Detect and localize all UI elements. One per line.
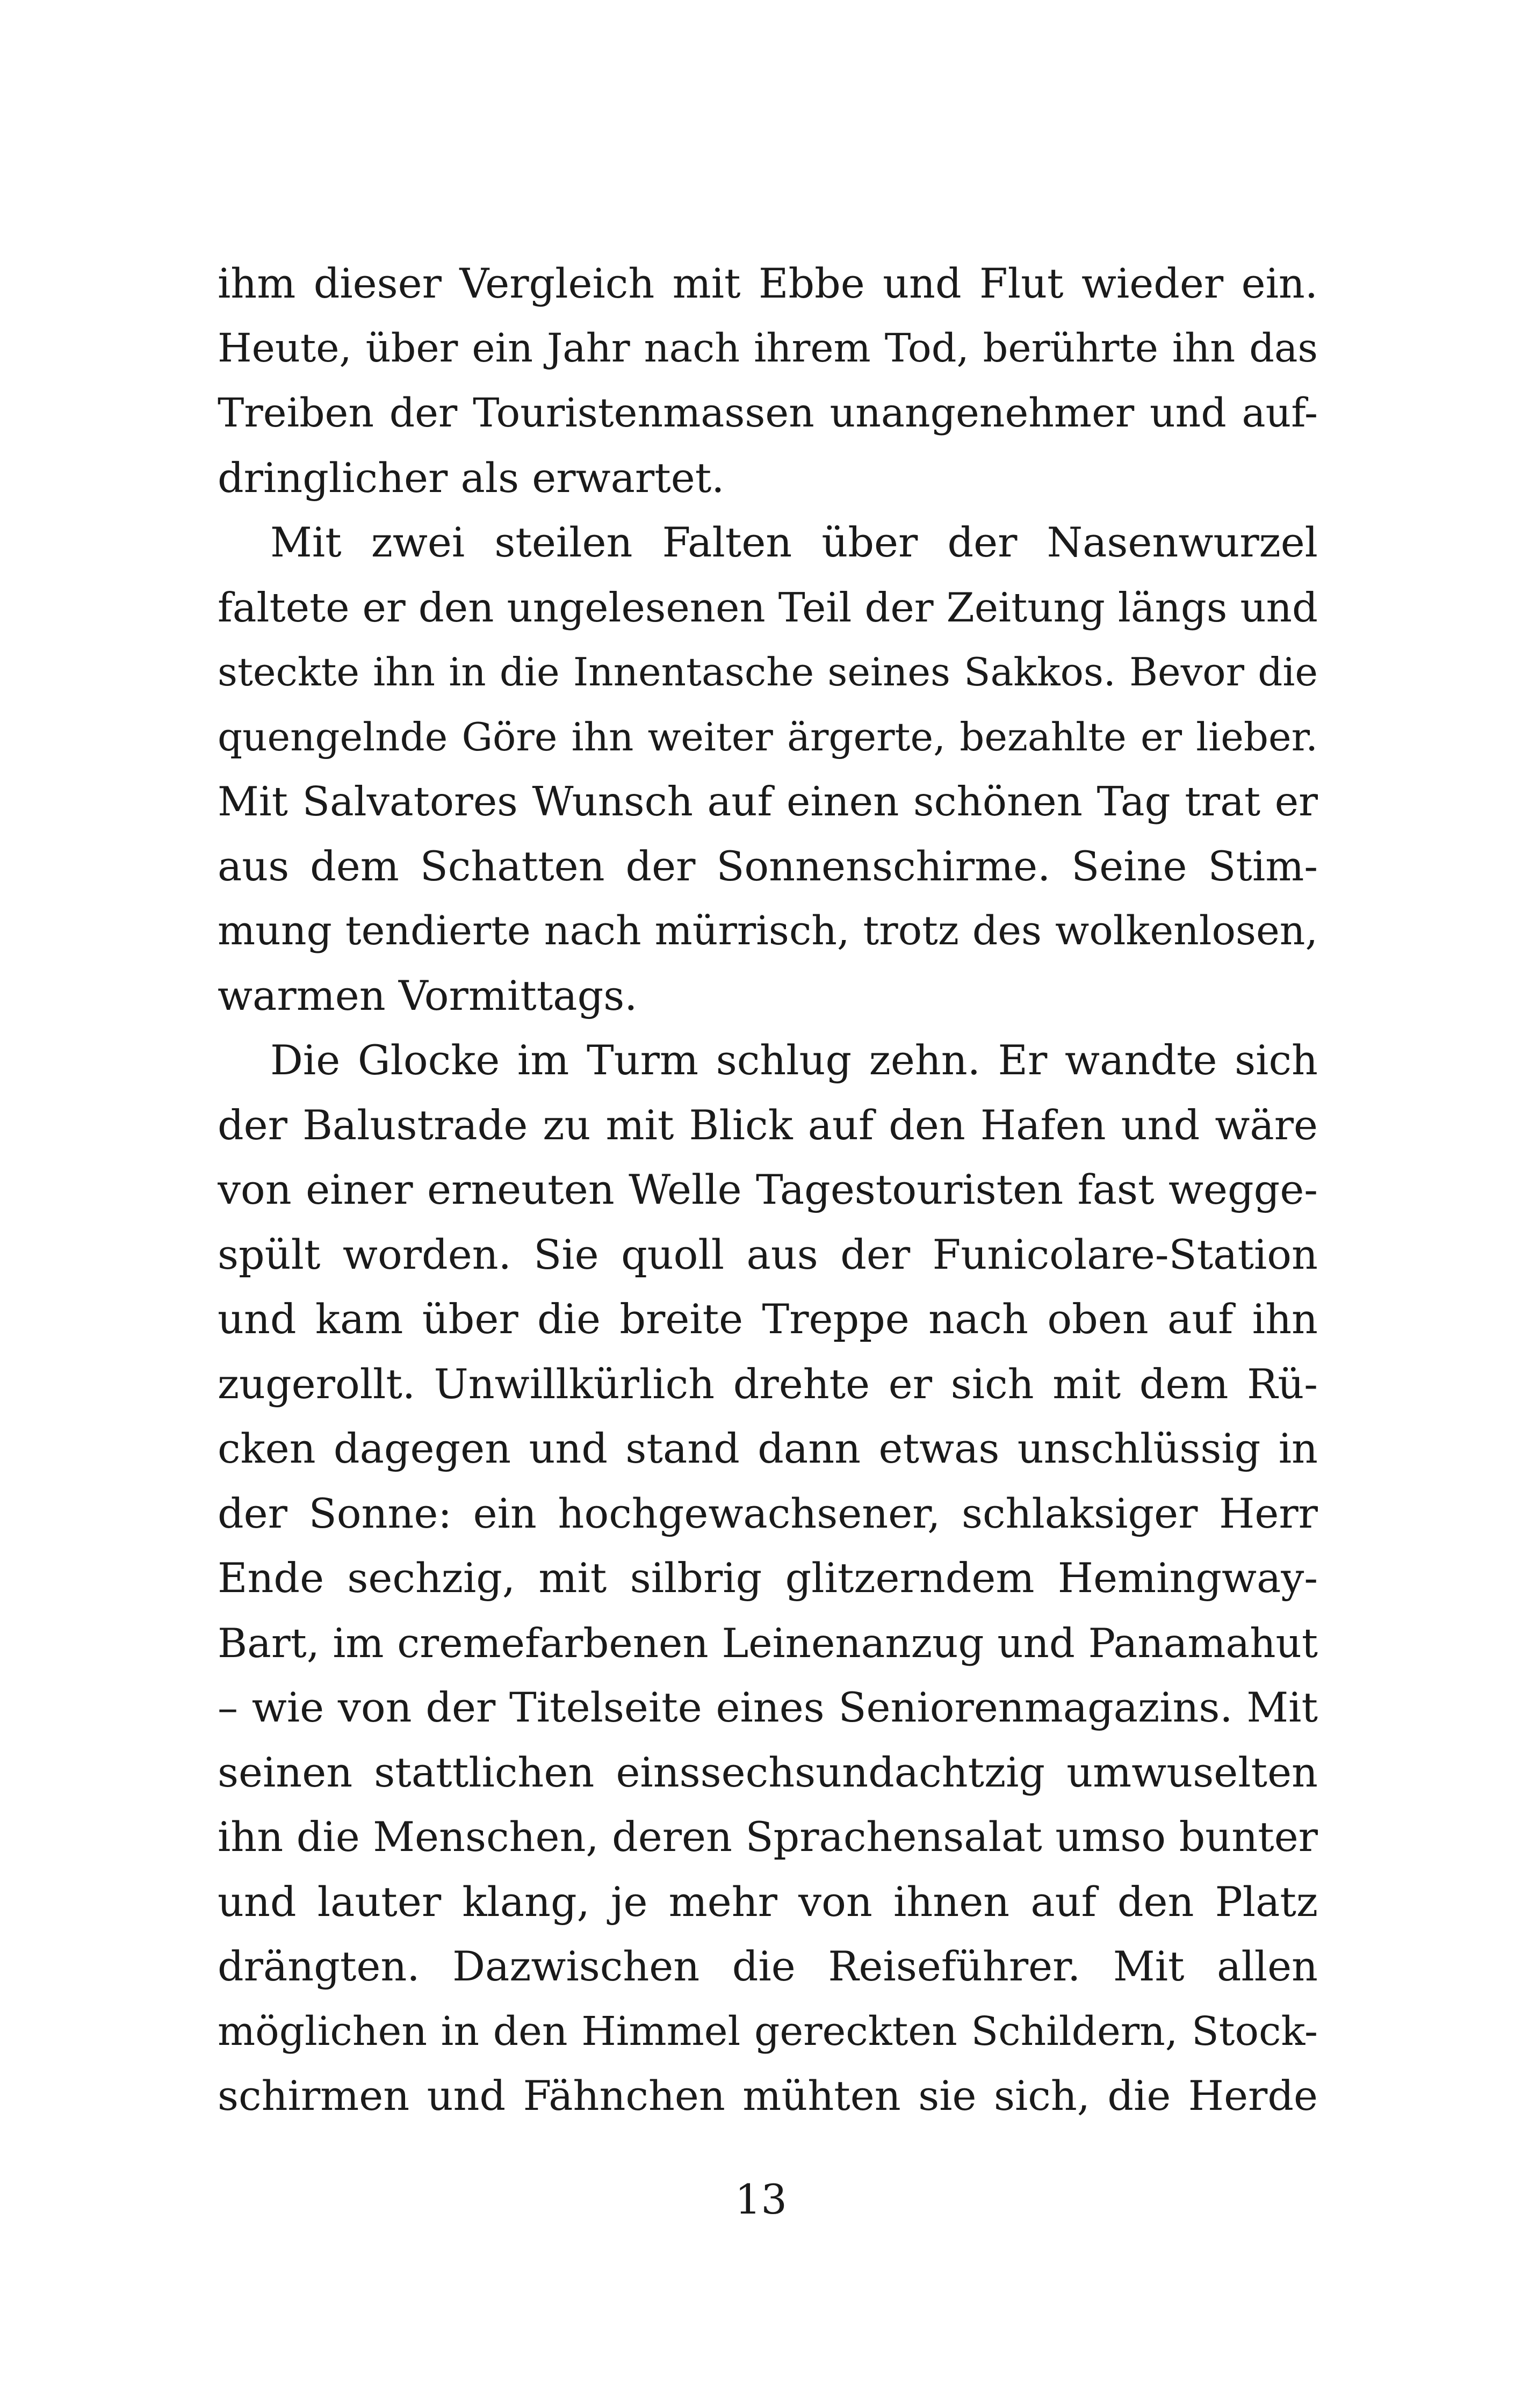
text-line: schirmen und Fähnchen mühten sie sich, die Herde xyxy=(218,2072,1318,2120)
body-text xyxy=(218,251,1318,2129)
text-line: möglichen in den Himmel gereckten Schildern, Stock- xyxy=(218,2008,1318,2055)
text-line: dringlicher als erwartet. xyxy=(218,453,725,502)
text-line: Treiben der Touristenmassen unangenehmer und auf- xyxy=(218,390,1318,436)
page-number: 13 xyxy=(735,2175,787,2223)
text-line: – wie von der Titelseite eines Seniorenmagazins. Mit xyxy=(218,1683,1318,1731)
text-line: der Sonne: ein hochgewachsener, schlaksiger Herr xyxy=(218,1489,1318,1537)
text-line: warmen Vormittags. xyxy=(218,971,638,1019)
text-line: ihn die Menschen, deren Sprachensalat umso bunter xyxy=(218,1813,1318,1861)
text-line: drängten. Dazwischen die Reiseführer. Mit allen xyxy=(218,1942,1318,1990)
text-line: Heute, über ein Jahr nach ihrem Tod, berührte ihn das xyxy=(218,325,1318,371)
text-line: ihm dieser Vergleich mit Ebbe und Flut wieder ein. xyxy=(218,259,1318,307)
text-line: Mit Salvatores Wunsch auf einen schönen Tag trat er xyxy=(218,778,1318,825)
text-line: mung tendierte nach mürrisch, trotz des wolkenlosen, xyxy=(218,908,1318,954)
text-line: steckte ihn in die Innentasche seines Sakkos. Bevor die xyxy=(218,649,1318,695)
text-line: quengelnde Göre ihn weiter ärgerte, bezahlte er lieber. xyxy=(218,714,1318,760)
text-line: und lauter klang, je mehr von ihnen auf den Platz xyxy=(218,1877,1318,1926)
text-line: aus dem Schatten der Sonnenschirme. Seine Stim- xyxy=(218,842,1318,890)
text-line: zugerollt. Unwillkürlich drehte er sich mit dem Rü- xyxy=(218,1360,1318,1408)
text-line: spült worden. Sie quoll aus der Funicolare-Station xyxy=(218,1230,1318,1278)
text-line: und kam über die breite Treppe nach oben auf ihn xyxy=(218,1295,1318,1343)
text-line: Ende sechzig, mit silbrig glitzerndem Hemingway- xyxy=(218,1554,1318,1602)
text-line: seinen stattlichen einssechsundachtzig umwuselten xyxy=(218,1748,1318,1796)
text-line: Mit zwei steilen Falten über der Nasenwurzel xyxy=(270,518,1318,566)
text-line: faltete er den ungelesenen Teil der Zeitung längs und xyxy=(218,583,1318,631)
text-line: cken dagegen und stand dann etwas unschlüssig in xyxy=(218,1424,1318,1472)
text-line: der Balustrade zu mit Blick auf den Hafen und wäre xyxy=(218,1101,1318,1149)
text-line: von einer erneuten Welle Tagestouristen fast wegge- xyxy=(218,1166,1318,1213)
text-line: Bart, im cremefarbenen Leinenanzug und Panamahut xyxy=(218,1619,1318,1667)
text-line: Die Glocke im Turm schlug zehn. Er wandte sich xyxy=(270,1036,1318,1084)
